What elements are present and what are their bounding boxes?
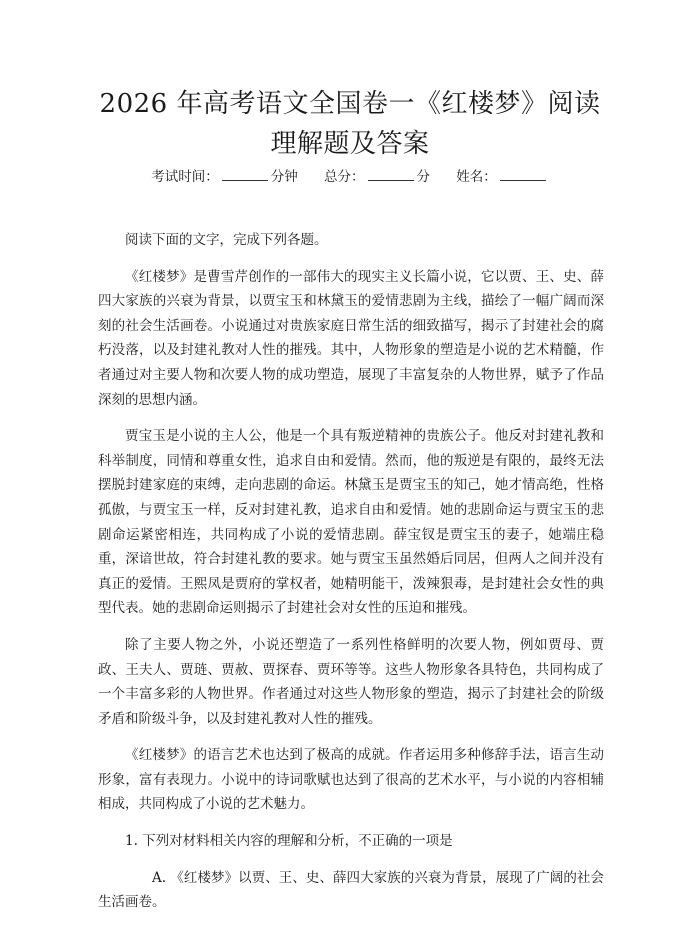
exam-time-label: 考试时间： (151, 169, 219, 185)
name-label: 姓名： (456, 169, 497, 185)
name-field (456, 166, 549, 188)
exam-time-field (151, 166, 298, 188)
exam-info-line (0, 166, 700, 188)
total-score-label: 总分： (324, 169, 365, 185)
total-score-field (324, 166, 430, 188)
name-blank (500, 166, 546, 181)
passage-paragraph: 贾宝玉是小说的主人公，他是一个具有叛逆精神的贵族公子。他反对封建礼教和科举制度，同情和尊重女性，追求自由和爱情。然而，他的叛逆是有限的，最终无法摆脱封建家庭的束缚，走向悲剧的命运。林黛玉是贾宝玉的知己，她才情高绝，性格孤傲，与贾宝玉一样，反对封建礼教，追求自由和爱情。她的悲剧命运与贾宝玉的悲剧命运紧密相连，共同构成了小说的爱情悲剧。薛宝钗是贾宝玉的妻子，她端庄稳重，深谙世故，符合封建礼教的要求。她与贾宝玉虽然婚后同居，但两人之间并没有真正的爱情。王熙凤是贾府的掌权者，她精明能干，泼辣狠毒，是封建社会女性的典型代表。她的悲剧命运则揭示了封建社会对女性的压迫和摧残。 (98, 428, 604, 617)
exam-time-unit: 分钟 (270, 169, 298, 185)
passage-paragraph: 《红楼梦》的语言艺术也达到了极高的成就。作者运用多种修辞手法，语言生动形象，富有表现力。小说中的诗词歌赋也达到了很高的艺术水平，与小说的内容相辅相成，共同构成了小说的艺术魅力。 (98, 747, 604, 813)
question-1-stem: 1. 下列对材料相关内容的理解和分析，不正确的一项是 (125, 833, 453, 850)
total-score-unit: 分 (416, 169, 430, 185)
reading-content (98, 228, 604, 927)
total-score-blank (368, 166, 414, 181)
instruction-text: 阅读下面的文字，完成下列各题。 (125, 232, 328, 248)
passage-paragraph: 《红楼梦》是曹雪芹创作的一部伟大的现实主义长篇小说，它以贾、王、史、薛四大家族的兴衰为背景，以贾宝玉和林黛玉的爱情悲剧为主线，描绘了一幅广阔而深刻的社会生活画卷。小说通过对贵族家庭日常生活的细致描写，揭示了封建社会的腐朽没落，以及封建礼教对人性的摧残。其中，人物形象的塑造是小说的艺术精髓，作者通过对主要人物和次要人物的成功塑造，展现了丰富复杂的人物世界，赋予了作品深刻的思想内涵。 (98, 268, 604, 408)
document-title: 2026 年高考语文全国卷一《红楼梦》阅读理解题及答案 (99, 89, 601, 159)
question-1-option-a: A. 《红楼梦》以贾、王、史、薛四大家族的兴衰为背景，展现了广阔的社会生活画卷。 (98, 869, 604, 911)
passage-paragraph: 除了主要人物之外，小说还塑造了一系列性格鲜明的次要人物，例如贾母、贾政、王夫人、贾琏、贾赦、贾探春、贾环等等。这些人物形象各具特色，共同构成了一个丰富多彩的人物世界。作者通过对这些人物形象的塑造，揭示了封建社会的阶级矛盾和阶级斗争，以及封建礼教对人性的摧残。 (98, 636, 604, 727)
exam-time-blank (222, 166, 268, 181)
